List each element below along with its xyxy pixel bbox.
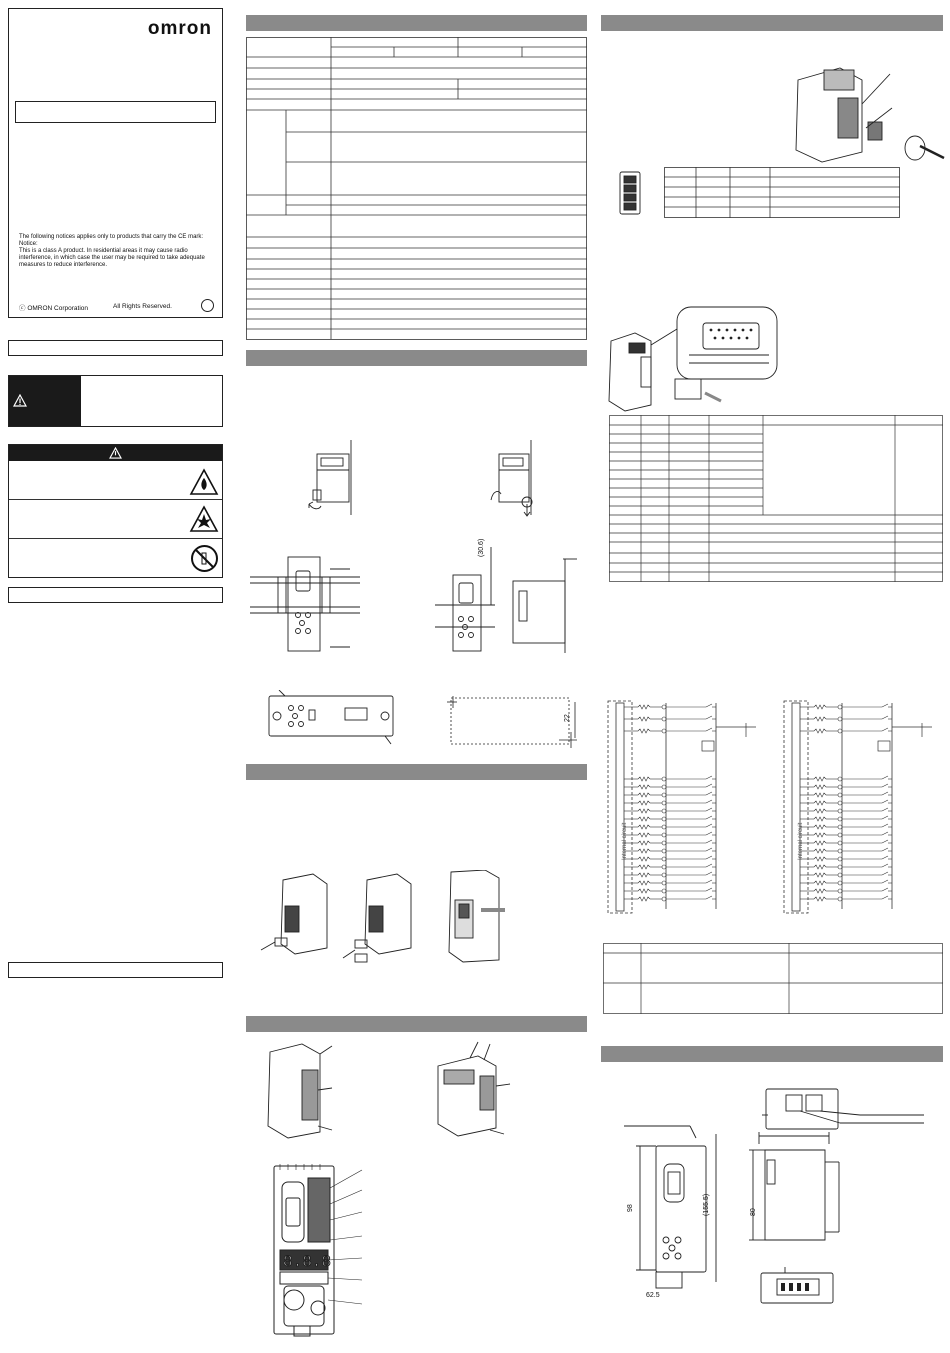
terminal-assignment-table: [664, 167, 900, 219]
caution-label-panel: [9, 376, 81, 426]
copyright-symbol: ⓒ: [19, 305, 28, 312]
section-box-3: [8, 962, 223, 978]
mounting-hole-template: [447, 690, 582, 750]
din-mount-figure-right: [475, 440, 555, 520]
section-bar-dimensions: [601, 1046, 943, 1062]
rights-text: All Rights Reserved.: [113, 303, 172, 310]
omron-logo: omron: [147, 18, 212, 39]
dimension-label: 22: [564, 714, 571, 722]
unit-isometric-right: [430, 1040, 515, 1140]
internal-circuit-label: Internal circuit: [798, 822, 804, 860]
caution-block: [8, 375, 223, 427]
unit-isometric-left: [262, 1040, 342, 1140]
warning-triangle-icon: [109, 447, 122, 459]
svg-text:8.8.8: 8.8.8: [283, 1253, 332, 1271]
fire-hazard-icon: [189, 468, 219, 496]
section-bar-specifications: [246, 15, 587, 31]
output-type-table: [603, 943, 943, 1015]
dimension-label: (30.6): [478, 538, 485, 557]
copyright-line: ⓒ OMRON Corporation: [19, 305, 88, 312]
section-box-2: [8, 587, 223, 603]
section-bar-wiring: [246, 764, 587, 780]
power-connector-figure: [780, 60, 945, 170]
dimension-label: 80: [750, 1208, 757, 1216]
cover-frame: [8, 8, 223, 318]
recycle-mark: [201, 299, 214, 312]
io-pin-table: [609, 415, 943, 583]
dimension-top-view: [760, 1085, 925, 1135]
section-bar-installation: [246, 350, 587, 366]
warnings-header: [9, 445, 222, 461]
explosion-hazard-icon: [189, 505, 219, 533]
disassembly-prohibited-icon: [190, 544, 219, 573]
dimension-bottom-view: [755, 1265, 845, 1307]
section-bar-power-wiring: [601, 15, 943, 31]
warning-divider: [9, 538, 222, 539]
screw-mount-figure: [265, 690, 405, 745]
circuit-diagram-npn: [606, 697, 766, 917]
din-rail-side-figure: [435, 545, 585, 660]
warning-triangle-icon: [13, 394, 27, 407]
section-box-1: [8, 340, 223, 356]
warnings-block: [8, 444, 223, 578]
dimension-label: 62.5: [646, 1292, 660, 1299]
terminal-block-figure: [618, 170, 642, 216]
section-bar-part-names: [246, 1016, 587, 1032]
din-mount-figure-left: [295, 440, 375, 520]
specifications-table: [246, 37, 588, 341]
dimension-front-view: [620, 1120, 730, 1290]
dimension-label: 98: [627, 1204, 634, 1212]
io-connector-figure: [605, 305, 780, 415]
internal-circuit-label: Internal circuit: [622, 822, 628, 860]
warning-divider: [9, 499, 222, 500]
dimension-side-view: [745, 1130, 845, 1260]
ce-notice: The following notices applies only to products that carry the CE mark: Notice: This is a class A product. In residential areas it may cause radio interference, in which case the user may be required to take adequate measures to reduce interference.: [19, 234, 205, 268]
title-box: [15, 101, 216, 123]
unit-front-panel: [270, 1160, 365, 1340]
dimension-label: (155.5): [703, 1193, 710, 1216]
din-rail-front-figure: [250, 555, 360, 655]
connector-insert-figure: [255, 870, 525, 965]
circuit-diagram-pnp: [782, 697, 942, 917]
